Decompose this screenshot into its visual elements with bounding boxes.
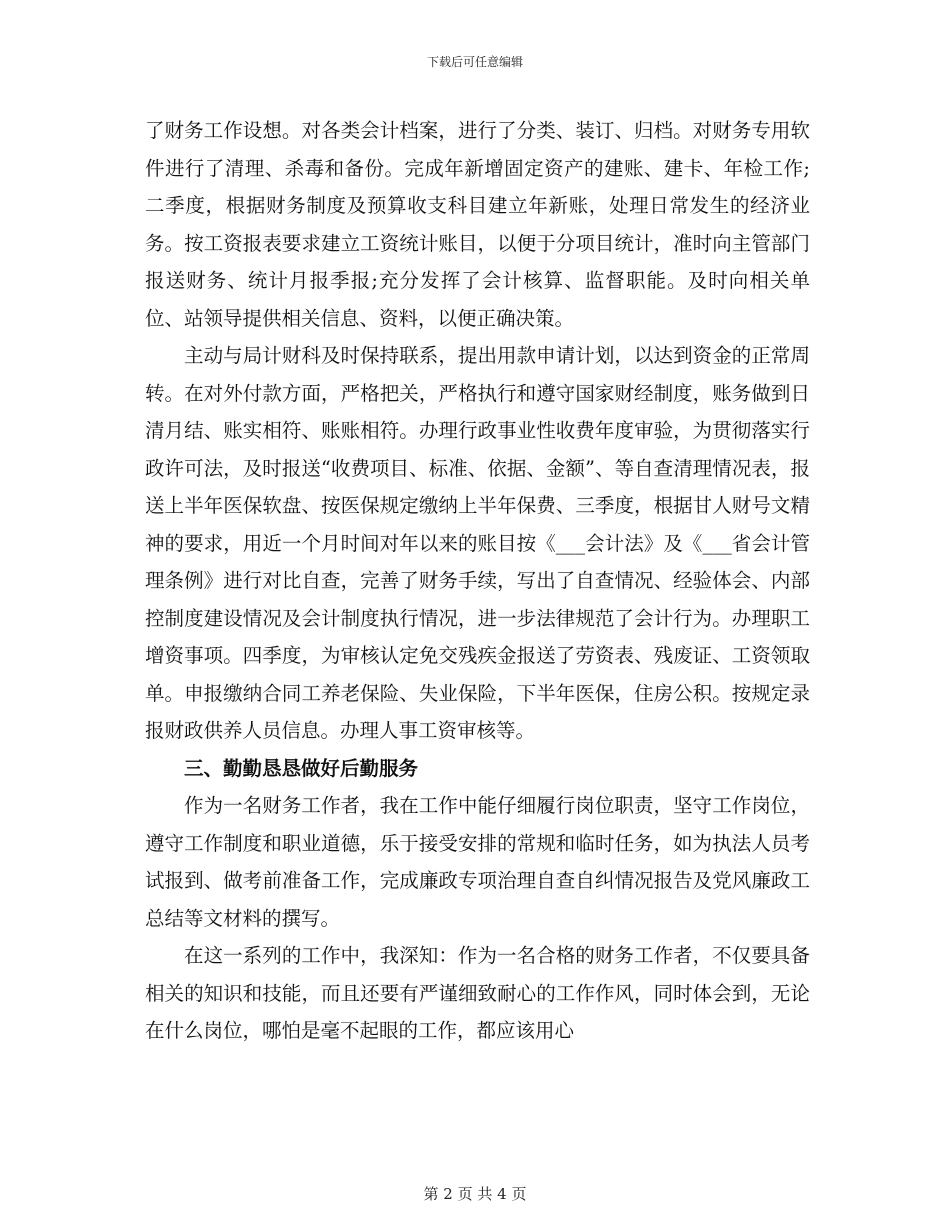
- page-footer: 第 2 页 共 4 页: [423, 1185, 527, 1203]
- paragraph-reflection: 在这一系列的工作中，我深知：作为一名合格的财务工作者，不仅要具备相关的知识和技能，而且还要有严谨细致耐心的工作作风，同时体会到，无论在什么岗位，哪怕是毫不起眼的工作，都应该用心: [145, 944, 810, 1042]
- paragraph-continued: 了财务工作设想。对各类会计档案，进行了分类、装订、归档。对财务专用软件进行了清理、杀毒和备份。完成年新增固定资产的建账、建卡、年检工作;二季度，根据财务制度及预算收支科目建立年新账，处理日常发生的经济业务。按工资报表要求建立工资统计账目，以便于分项目统计，准时向主管部门报送财务、统计月报季报;充分发挥了会计核算、监督职能。及时向相关单位、站领导提供相关信息、资料，以便正确决策。: [145, 119, 810, 330]
- document-body: [145, 112, 810, 1050]
- section-heading-logistics: 三、勤勤恳恳做好后勤服务: [184, 756, 419, 780]
- page-header: 下载后可任意编辑: [426, 55, 523, 69]
- paragraph-duties: 作为一名财务工作者，我在工作中能仔细履行岗位职责，坚守工作岗位，遵守工作制度和职业道德，乐于接受安排的常规和临时任务，如为执法人员考试报到、做考前准备工作，完成廉政专项治理自查自纠情况报告及党风廉政工总结等文材料的撰写。: [145, 794, 810, 930]
- paragraph-fund-management: 主动与局计财科及时保持联系，提出用款申请计划，以达到资金的正常周转。在对外付款方面，严格把关，严格执行和遵守国家财经制度，账务做到日清月结、账实相符、账账相符。办理行政事业性收费年度审验，为贯彻落实行政许可法，及时报送“收费项目、标准、依据、金额”、等自查清理情况表，报送上半年医保软盘、按医保规定缴纳上半年保费、三季度，根据甘人财号文精神的要求，用近一个月时间对年以来的账目按《___会计法》及《___省会计管理条例》进行对比自查，完善了财务手续，写出了自查情况、经验体会、内部控制度建设情况及会计制度执行情况，进一步法律规范了会计行为。办理职工增资事项。四季度，为审核认定免交残疾金报送了劳资表、残废证、工资领取单。申报缴纳合同工养老保险、失业保险，下半年医保，住房公积。按规定录报财政供养人员信息。办理人事工资审核等。: [145, 344, 810, 742]
